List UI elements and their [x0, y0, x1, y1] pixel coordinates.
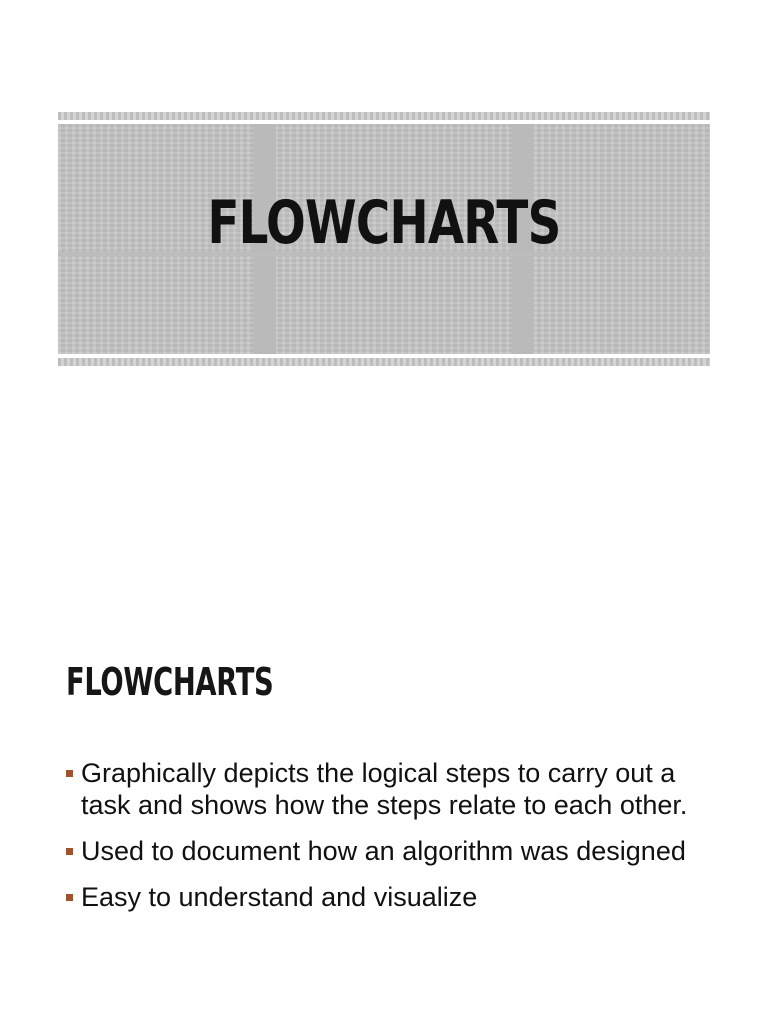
square-bullet-icon	[66, 770, 73, 777]
bullet-text: Used to document how an algorithm was designed	[81, 836, 686, 866]
slide-title: FLOWCHARTS	[207, 188, 561, 258]
square-bullet-icon	[66, 894, 73, 901]
bullet-text: Graphically depicts the logical steps to carry out a task and shows how the steps relate to each other.	[81, 758, 688, 820]
banner-bottom-rule	[58, 354, 710, 366]
content-heading: FLOWCHARTS	[66, 660, 274, 704]
bullet-item	[64, 757, 714, 821]
bullet-text: Easy to understand and visualize	[81, 882, 478, 912]
bullet-item	[64, 835, 714, 867]
bullet-item	[64, 881, 714, 913]
banner-top-rule	[58, 112, 710, 124]
bullet-list	[64, 757, 714, 927]
title-banner	[58, 112, 710, 366]
square-bullet-icon	[66, 848, 73, 855]
